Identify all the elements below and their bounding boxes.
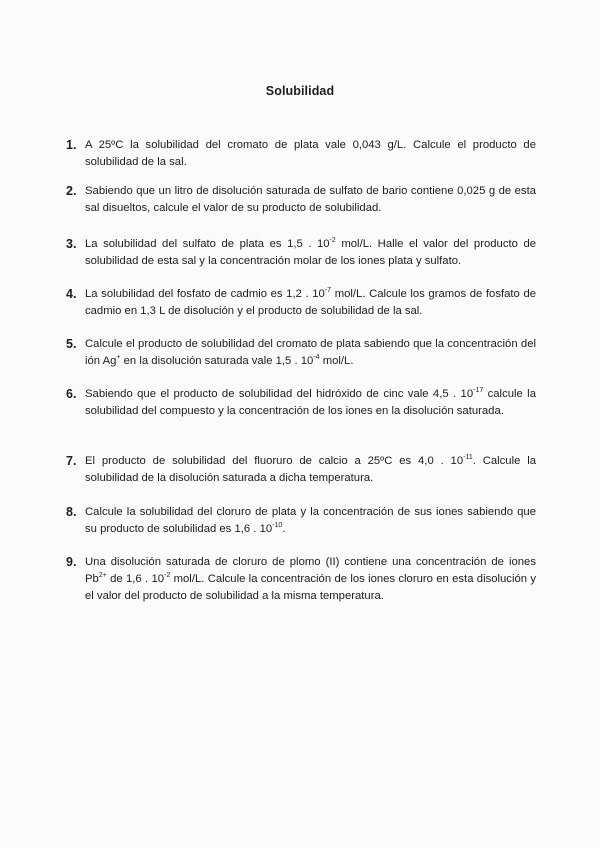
problem-5 [66,336,536,370]
problem-6 [66,386,536,420]
problem-number: 5. [66,337,77,351]
problem-number: 4. [66,287,77,301]
exponent: -11 [463,454,473,461]
exponent: -2 [164,572,171,579]
problem-text: Una disolución saturada de cloruro de plomo (II) contiene una concentración de iones $Pb^{2+}$ de 1,6 . $10^{-2}$ mol/L. Calcule la concentración de los iones cloruro en esta disolución y el valor del producto de solubilidad a la misma temperatura. [85,556,536,602]
page-title: Solubilidad [265,84,335,98]
exponent: -17 [473,387,484,394]
problem-7 [66,453,536,487]
problem-9 [66,554,536,605]
problem-text: La solubilidad del fosfato de cadmio es 1,2 . $10^{-7}$ mol/L. Calcule los gramos de fosfato de cadmio en 1,3 L de disolución y el producto de solubilidad de la sal. [85,287,537,317]
problem-3 [66,236,536,270]
problem-number: 9. [66,555,77,569]
exponent: -4 [313,354,320,361]
ion-charge: 2+ [98,572,107,579]
problem-number: 3. [66,237,77,251]
ion-charge: + [116,354,121,361]
problem-text: Sabiendo que el producto de solubilidad del hidróxido de cinc vale 4,5 . $10^{-17}$ calcule la solubilidad del compuesto y la concentración de los iones en la disolución saturada. [85,387,536,417]
problem-number: 6. [66,387,77,401]
problem-number: 2. [66,184,77,198]
problem-8 [66,504,536,538]
problem-number: 1. [66,138,77,152]
problem-text: Sabiendo que un litro de disolución saturada de sulfato de bario contiene 0,025 g de esta sal disueltos, calcule el valor de su producto de solubilidad. [85,185,536,214]
problem-text: El producto de solubilidad del fluoruro de calcio a 25ºC es 4,0 . $10^{-11}$. Calcule la solubilidad de la disolución saturada a dicha temperatura. [85,454,536,484]
problem-text: La solubilidad del sulfato de plata es 1,5 . $10^{-2}$ mol/L. Halle el valor del producto de solubilidad de esta sal y la concentración molar de los iones plata y sulfato. [85,237,537,267]
problem-text: Calcule la solubilidad del cloruro de plata y la concentración de sus iones sabiendo que su producto de solubilidad es 1,6 . $10^{-10}$. [85,506,536,535]
problem-2 [66,183,536,217]
problem-number: 7. [66,454,77,468]
problem-text: Calcule el producto de solubilidad del cromato de plata sabiendo que la concentración del ión Ag+ en la disolución saturada vale 1,5 . $10^{-4}$ mol/L. [85,338,536,367]
problem-text: A 25ºC la solubilidad del cromato de plata vale 0,043 g/L. Calcule el producto de solubilidad de la sal. [85,139,536,168]
exponent: -10 [272,522,283,529]
problem-1 [66,137,536,171]
exponent: -7 [324,287,332,294]
exponent: -2 [329,237,336,244]
problem-number: 8. [66,505,77,519]
problem-4 [66,286,536,320]
